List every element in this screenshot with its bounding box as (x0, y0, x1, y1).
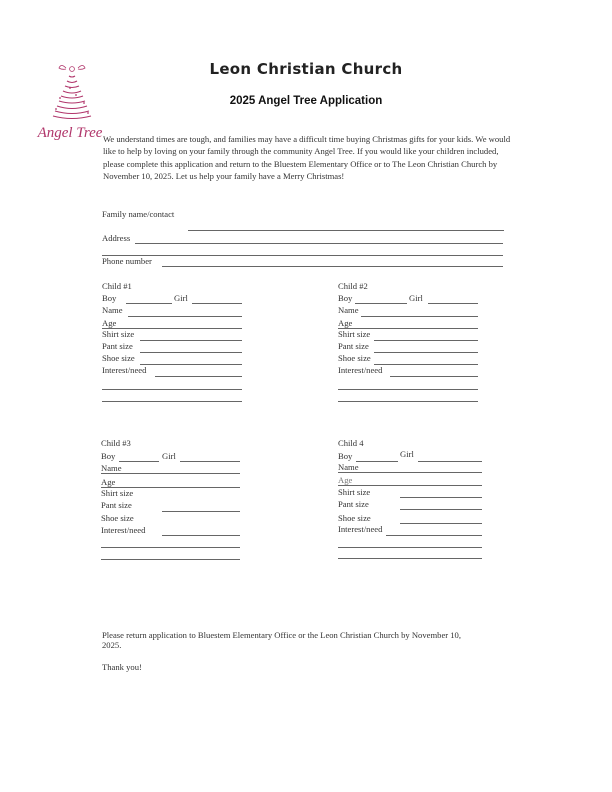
child-1-shoe-label: Shoe size (102, 353, 135, 363)
child-4-shirt-line[interactable] (400, 497, 482, 498)
child-4-interest-label: Interest/need (338, 524, 383, 534)
child-2-age-label: Age (338, 318, 353, 328)
child-3-boy-label: Boy (101, 451, 116, 461)
child-2-pant-label: Pant size (338, 341, 369, 351)
thank-you-text: Thank you! (102, 662, 142, 672)
child-2-shirt-line[interactable] (374, 340, 478, 341)
child-3-shirt-label: Shirt size (101, 488, 134, 498)
child-3-extra-line-1[interactable] (101, 547, 240, 548)
child-3-girl-line[interactable] (180, 461, 240, 462)
child-4-age-line[interactable] (338, 485, 482, 486)
family-name-label: Family name/contact (102, 209, 175, 219)
child-2-interest-label: Interest/need (338, 365, 383, 375)
child-2-interest-line[interactable] (390, 376, 478, 377)
child-3-interest-line[interactable] (162, 535, 240, 536)
child-1-boy-label: Boy (102, 293, 117, 303)
child-1-age-label: Age (102, 318, 117, 328)
family-name-line[interactable] (188, 230, 504, 231)
child-1-shoe-line[interactable] (140, 364, 242, 365)
child-3-interest-label: Interest/need (101, 525, 146, 535)
child-3-shoe-label: Shoe size (101, 513, 134, 523)
child-4-girl-line[interactable] (418, 461, 482, 462)
child-1-girl-line[interactable] (192, 303, 242, 304)
child-3-age-label: Age (101, 477, 116, 487)
child-1-interest-line[interactable] (155, 376, 242, 377)
child-4-name-line[interactable] (338, 472, 482, 473)
child-2-shoe-line[interactable] (374, 364, 478, 365)
child-1-pant-line[interactable] (140, 352, 242, 353)
child-1-extra-line-1[interactable] (102, 389, 242, 390)
child-4-shoe-line[interactable] (400, 523, 482, 524)
child-4-name-label: Name (338, 462, 359, 472)
child-2-extra-line-1[interactable] (338, 389, 478, 390)
child-2-shirt-label: Shirt size (338, 329, 371, 339)
address-line[interactable] (135, 243, 503, 244)
child-4-boy-label: Boy (338, 451, 353, 461)
child-2-heading: Child #2 (338, 281, 368, 291)
child-1-extra-line-2[interactable] (102, 401, 242, 402)
child-1-girl-label: Girl (174, 293, 188, 303)
phone-line[interactable] (162, 266, 503, 267)
child-3-pant-label: Pant size (101, 500, 132, 510)
child-1-shirt-line[interactable] (140, 340, 242, 341)
child-4-girl-label: Girl (400, 449, 414, 459)
intro-paragraph (103, 133, 513, 182)
child-3-heading: Child #3 (101, 438, 131, 448)
child-3-boy-line[interactable] (119, 461, 159, 462)
child-2-girl-label: Girl (409, 293, 423, 303)
child-4-interest-line[interactable] (386, 535, 482, 536)
child-1-shirt-label: Shirt size (102, 329, 135, 339)
intro-text: We understand times are tough, and families may have a difficult time buying Christmas gifts for your kids. We would like to help by loving on your family through the community Angel Tree. If you would like your children included, please complete this application and return to the Bluestem Elementary Office or to The Leon Christian Church by November 10, 2025. Let us help your family have a (103, 134, 511, 181)
child-1-name-line[interactable] (128, 316, 242, 317)
child-3-girl-label: Girl (162, 451, 176, 461)
form-title: 2025 Angel Tree Application (229, 95, 383, 107)
child-3-name-label: Name (101, 463, 122, 473)
child-4-boy-line[interactable] (356, 461, 398, 462)
child-2-boy-label: Boy (338, 293, 353, 303)
child-2-pant-line[interactable] (374, 352, 478, 353)
child-1-boy-line[interactable] (126, 303, 172, 304)
child-4-extra-line-2[interactable] (338, 558, 482, 559)
child-4-extra-line-1[interactable] (338, 547, 482, 548)
child-1-name-label: Name (102, 305, 123, 315)
child-1-pant-label: Pant size (102, 341, 133, 351)
logo-text: Angel Tree (37, 125, 103, 141)
address-label: Address (102, 233, 131, 243)
child-2-name-line[interactable] (361, 316, 478, 317)
child-3-pant-line[interactable] (162, 511, 240, 512)
address-line-2[interactable] (102, 255, 503, 256)
child-4-pant-label: Pant size (338, 499, 369, 509)
return-note: Please return application to Bluestem Elementary Office or the Leon Christian Church by November 10, 2025. (102, 630, 462, 650)
child-4-shirt-label: Shirt size (338, 487, 371, 497)
child-1-interest-label: Interest/need (102, 365, 147, 375)
child-1-heading: Child #1 (102, 281, 132, 291)
church-name: Leon Christian Church (209, 60, 403, 78)
child-3-extra-line-2[interactable] (101, 559, 240, 560)
child-4-pant-line[interactable] (400, 509, 482, 510)
child-2-name-label: Name (338, 305, 359, 315)
child-4-age-label: Age (338, 475, 353, 485)
child-2-extra-line-2[interactable] (338, 401, 478, 402)
child-2-boy-line[interactable] (355, 303, 407, 304)
child-4-heading: Child 4 (338, 438, 364, 448)
intro-highlight: Merry Christmas! (282, 170, 345, 181)
child-4-shoe-label: Shoe size (338, 513, 371, 523)
child-3-name-line[interactable] (101, 473, 240, 474)
child-2-shoe-label: Shoe size (338, 353, 371, 363)
child-2-girl-line[interactable] (428, 303, 478, 304)
phone-label: Phone number (102, 256, 152, 266)
